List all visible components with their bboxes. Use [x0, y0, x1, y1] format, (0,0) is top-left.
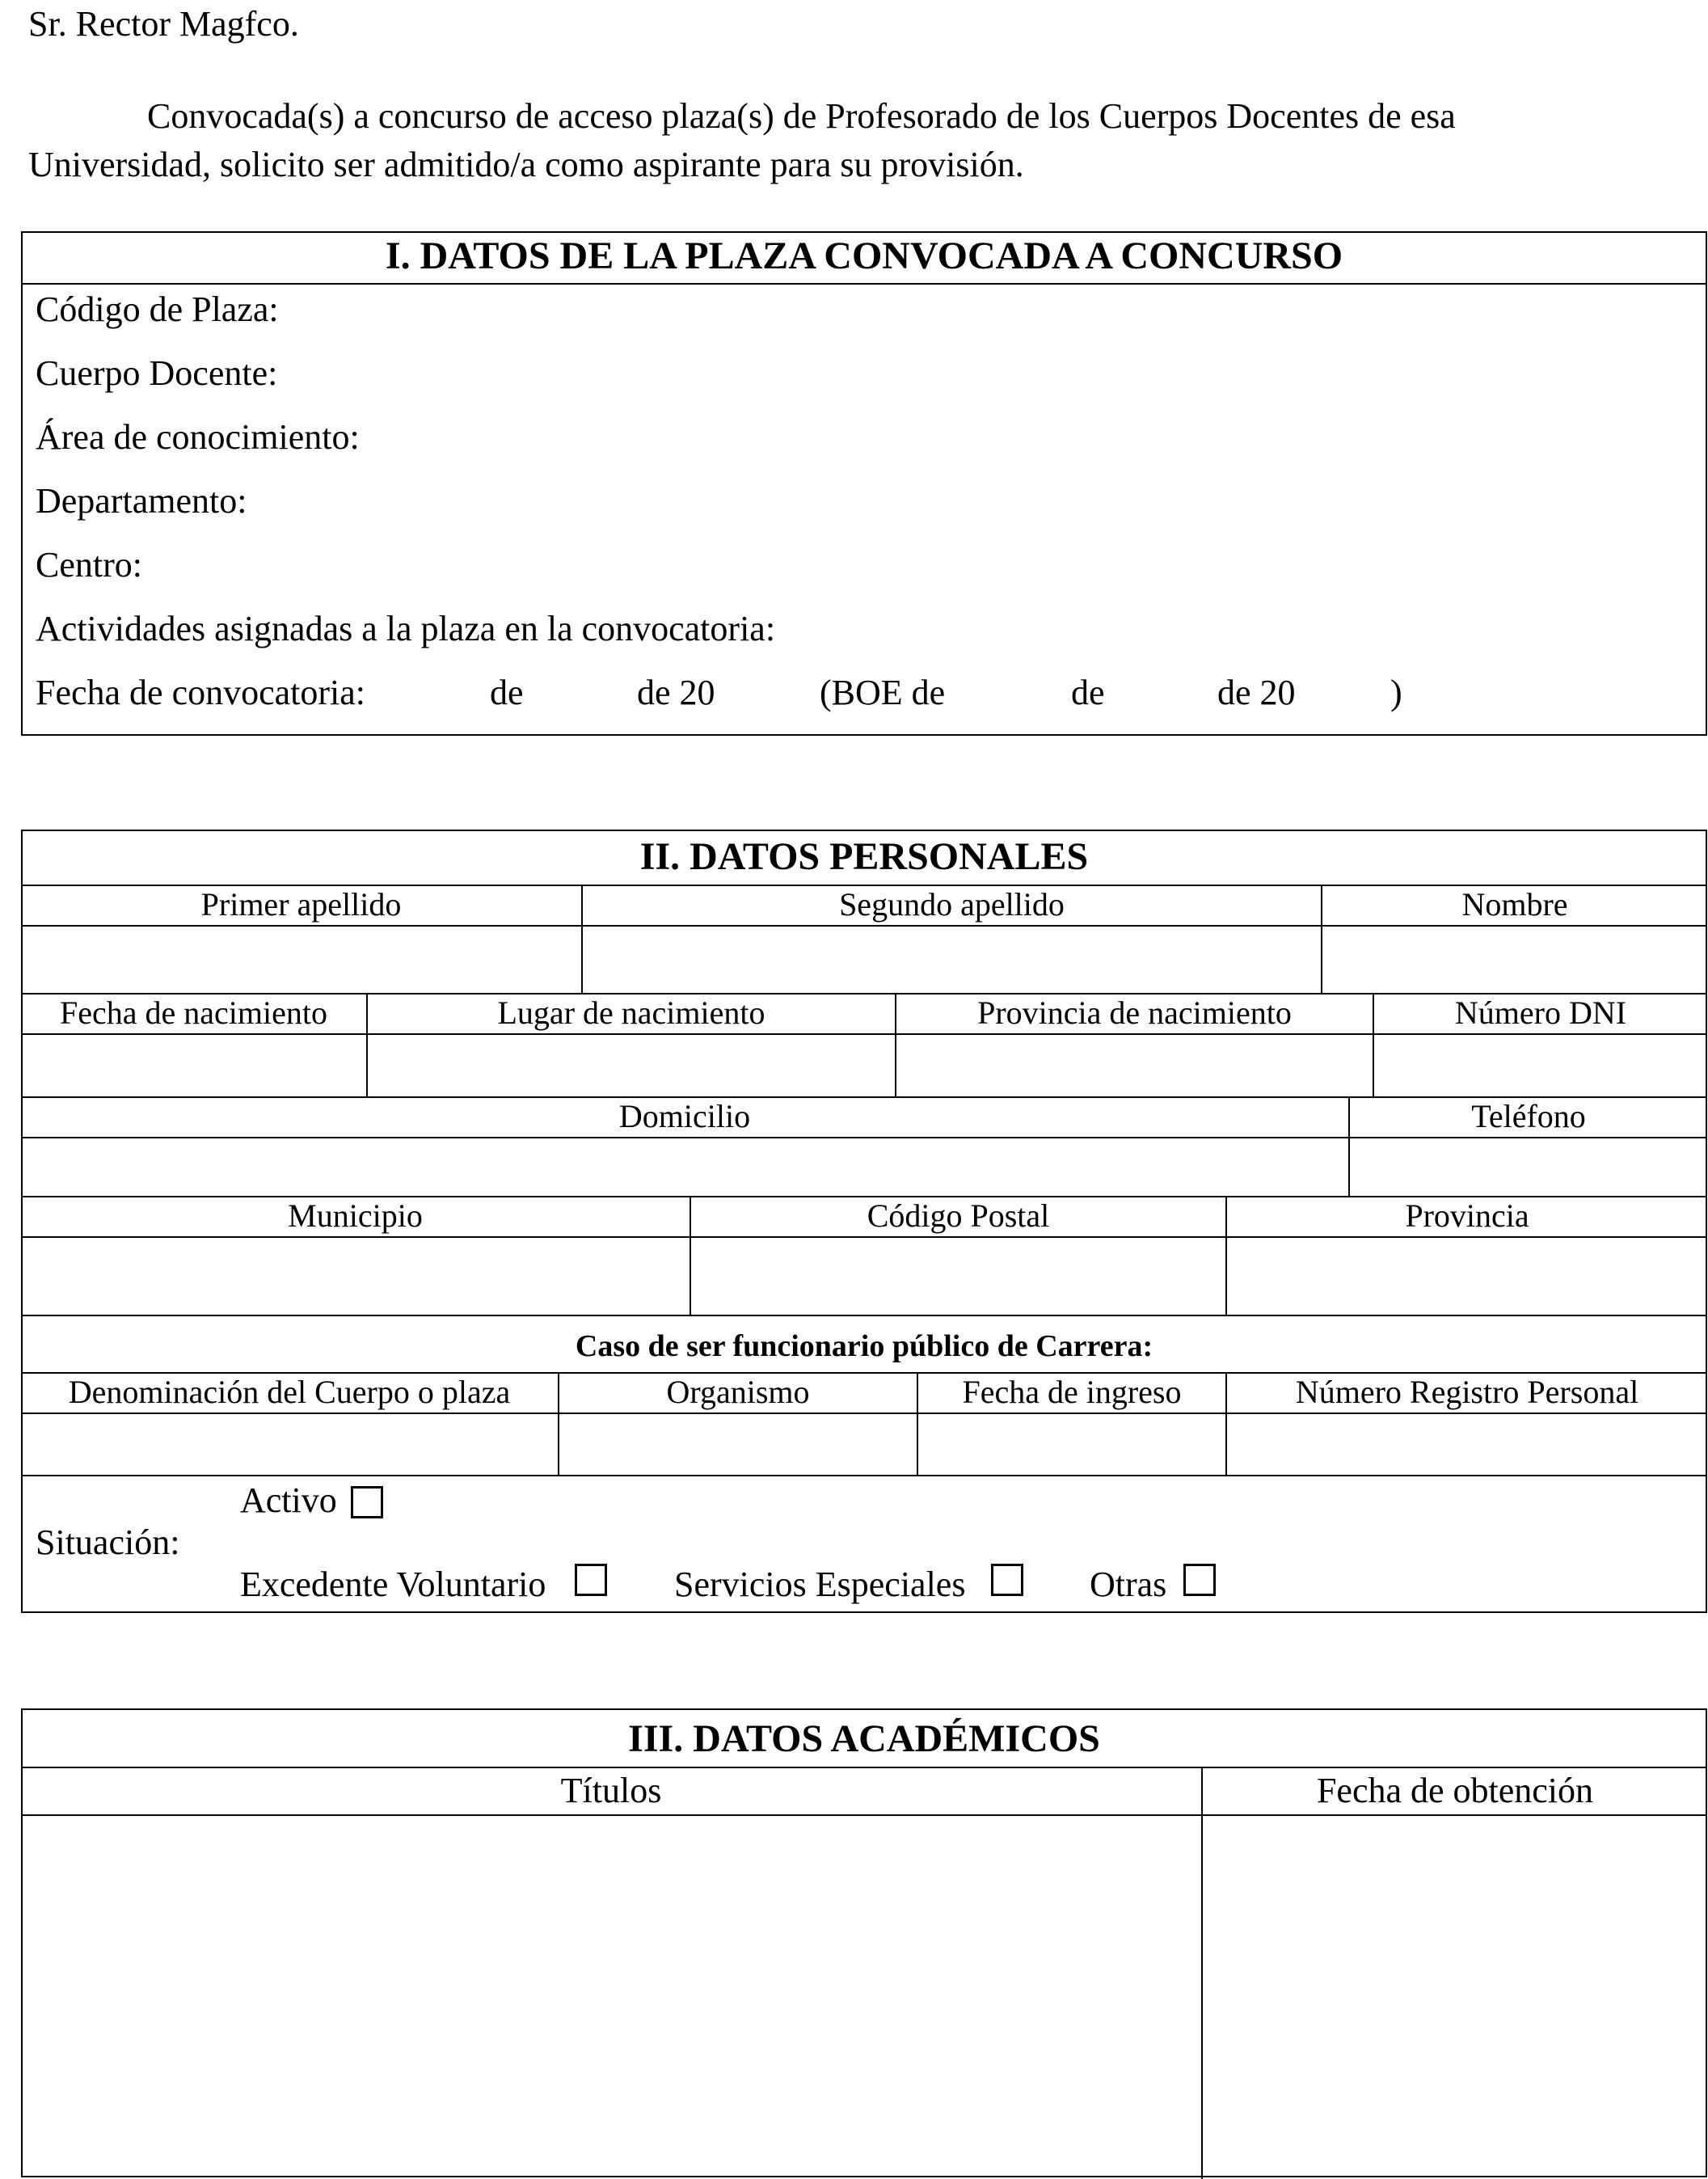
activo-label: Activo [240, 1480, 337, 1520]
lugar-nacimiento-input[interactable] [368, 1035, 895, 1096]
intro-paragraph-line-2: Universidad, solicito ser admitido/a como aspirante para su provisión. [28, 145, 1024, 184]
activo-checkbox[interactable] [351, 1486, 383, 1518]
primer-apellido-input[interactable] [23, 927, 581, 993]
fecha-ingreso-label: Fecha de ingreso [962, 1374, 1182, 1410]
intro-paragraph-line-1: Convocada(s) a concurso de acceso plaza(s) de Profesorado de los Cuerpos Docentes de esa [147, 96, 1456, 136]
codigo-postal-input[interactable] [691, 1238, 1225, 1315]
segundo-apellido-input[interactable] [583, 927, 1321, 993]
fecha-obtencion-header: Fecha de obtención [1316, 1771, 1594, 1810]
boe-close-paren: ) [1390, 673, 1402, 712]
section-academic-title: III. DATOS ACADÉMICOS [628, 1717, 1100, 1760]
titulos-header: Títulos [560, 1771, 662, 1810]
situacion-label: Situación: [36, 1522, 180, 1562]
excedente-voluntario-checkbox[interactable] [575, 1564, 607, 1596]
section-personal-title: II. DATOS PERSONALES [639, 835, 1089, 878]
otras-checkbox[interactable] [1183, 1564, 1216, 1596]
salutation: Sr. Rector Magfco. [28, 4, 299, 44]
fecha-nacimiento-label: Fecha de nacimiento [60, 994, 327, 1031]
domicilio-label: Domicilio [618, 1098, 751, 1134]
domicilio-input[interactable] [23, 1138, 1348, 1196]
provincia-nacimiento-input[interactable] [896, 1035, 1373, 1096]
numero-registro-input[interactable] [1227, 1414, 1706, 1475]
boe-month-de-text: de [1071, 673, 1105, 712]
denominacion-cuerpo-label: Denominación del Cuerpo o plaza [68, 1374, 511, 1410]
section-plaza-title: I. DATOS DE LA PLAZA CONVOCADA A CONCURSO [385, 234, 1343, 277]
divider [21, 1475, 1707, 1476]
field-departamento-label: Departamento: [36, 481, 247, 521]
servicios-especiales-label: Servicios Especiales [674, 1565, 966, 1604]
otras-label: Otras [1090, 1565, 1167, 1604]
divider [21, 1096, 1707, 1098]
field-actividades-label: Actividades asignadas a la plaza en la convocatoria: [36, 609, 776, 648]
excedente-voluntario-label: Excedente Voluntario [240, 1565, 546, 1604]
municipio-label: Municipio [288, 1197, 423, 1234]
field-centro-label: Centro: [36, 545, 142, 585]
telefono-label: Teléfono [1471, 1098, 1586, 1134]
fecha-convocatoria-label: Fecha de convocatoria: [36, 673, 366, 712]
divider [21, 1767, 1707, 1768]
segundo-apellido-label: Segundo apellido [839, 886, 1065, 923]
field-codigo-plaza-label: Código de Plaza: [36, 289, 279, 329]
fecha-nacimiento-input[interactable] [23, 1035, 366, 1096]
numero-registro-label: Número Registro Personal [1295, 1374, 1639, 1410]
provincia-label: Provincia [1405, 1197, 1529, 1234]
boe-de-text: (BOE de [820, 673, 946, 712]
field-cuerpo-docente-label: Cuerpo Docente: [36, 353, 278, 393]
fecha-obtencion-input[interactable] [1203, 1816, 1706, 2174]
field-area-conocimiento-label: Área de conocimiento: [36, 417, 360, 457]
organismo-label: Organismo [666, 1374, 810, 1410]
divider [21, 283, 1707, 285]
provincia-nacimiento-label: Provincia de nacimiento [977, 994, 1292, 1031]
nombre-label: Nombre [1461, 886, 1568, 923]
boe-year-text: de 20 [1217, 673, 1296, 712]
municipio-input[interactable] [23, 1238, 690, 1315]
primer-apellido-label: Primer apellido [200, 886, 402, 923]
organismo-input[interactable] [559, 1414, 917, 1475]
lugar-nacimiento-label: Lugar de nacimiento [497, 994, 765, 1031]
provincia-input[interactable] [1227, 1238, 1706, 1315]
codigo-postal-label: Código Postal [867, 1197, 1050, 1234]
numero-dni-label: Número DNI [1454, 994, 1627, 1031]
fecha-de-text: de [490, 673, 524, 712]
nombre-input[interactable] [1322, 927, 1706, 993]
denominacion-cuerpo-input[interactable] [23, 1414, 558, 1475]
titulos-input[interactable] [23, 1816, 1201, 2174]
funcionario-subtitle: Caso de ser funcionario público de Carrera: [575, 1329, 1153, 1363]
fecha-ingreso-input[interactable] [918, 1414, 1225, 1475]
servicios-especiales-checkbox[interactable] [991, 1564, 1023, 1596]
numero-dni-input[interactable] [1374, 1035, 1706, 1096]
telefono-input[interactable] [1350, 1138, 1706, 1196]
fecha-year-text: de 20 [637, 673, 715, 712]
divider [21, 1315, 1707, 1316]
